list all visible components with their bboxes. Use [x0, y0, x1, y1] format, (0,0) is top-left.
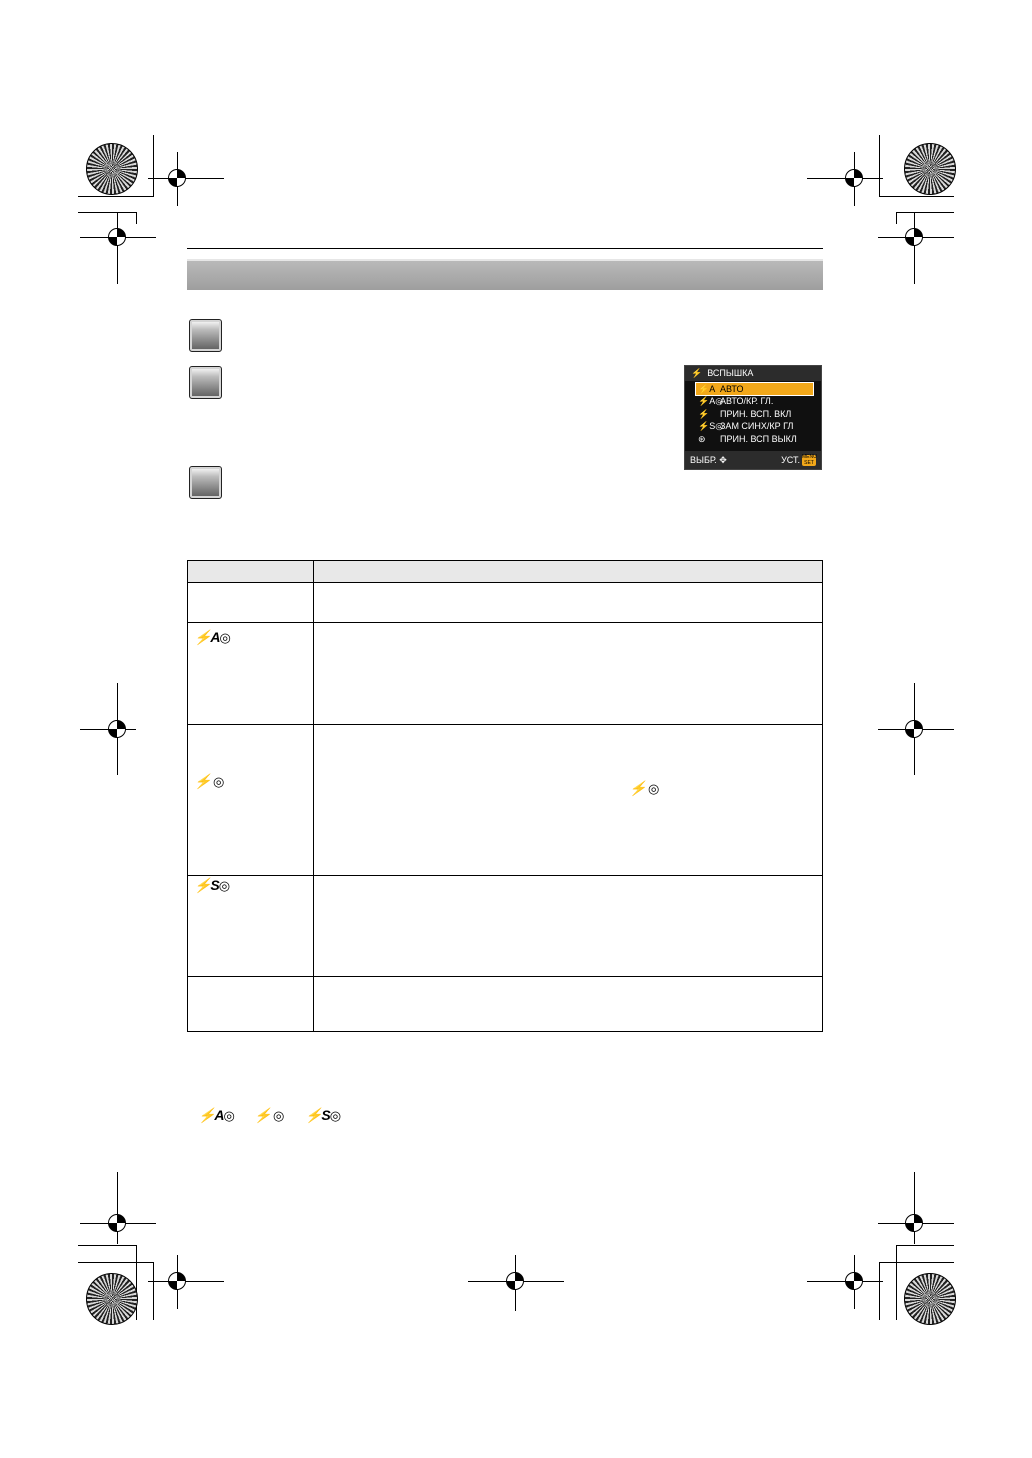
flash-on-redeye-inline-icon: [629, 780, 658, 797]
flash-symbol-text: ⚡: [254, 1107, 271, 1123]
row-divider: [188, 976, 822, 977]
crop-line: [78, 196, 153, 197]
crop-line: [136, 1245, 137, 1320]
flash-icon: ⚡: [691, 368, 703, 378]
footnote-flash-on-redeye-icon: [254, 1107, 283, 1124]
table-header: [188, 561, 822, 583]
eye-icon: ◎: [219, 630, 230, 645]
row-divider: [188, 724, 822, 725]
menu-badge-bottom: SET: [804, 459, 814, 466]
footer-set-label: УСТ.: [781, 455, 800, 465]
crop-line: [896, 212, 897, 224]
eye-icon: ◎: [223, 1108, 234, 1123]
camera-menu-item[interactable]: [696, 420, 813, 432]
step-2-box: [189, 366, 222, 399]
crop-line: [153, 1262, 154, 1320]
column-divider: [313, 561, 314, 1031]
eye-icon: ◎: [645, 781, 659, 796]
crop-line: [879, 135, 880, 197]
crop-line: [879, 1262, 954, 1263]
flash-on-redeye-icon: [194, 773, 223, 790]
camera-menu-title-bar: [685, 366, 821, 381]
flash-off-icon: ⊛: [698, 433, 706, 444]
camera-menu-item[interactable]: [696, 395, 813, 407]
flash-symbol-text: ⚡: [194, 773, 211, 789]
step-1-box: [189, 319, 222, 352]
flash-auto-redeye-icon: ⚡A◎: [698, 396, 724, 407]
row-divider: [188, 875, 822, 876]
camera-menu-item-label: АВТО: [720, 384, 744, 394]
camera-menu-footer: [685, 451, 821, 469]
menu-badge-top: MENU: [802, 454, 817, 461]
flash-auto-redeye-icon: [194, 629, 230, 646]
flash-symbol-text: ⚡A: [198, 1107, 224, 1123]
flash-settings-table: [187, 560, 823, 1032]
flash-slow-sync-icon: ⚡S◎: [698, 421, 724, 432]
camera-menu-title: ВСПЫШКА: [707, 368, 754, 378]
color-target-icon: [86, 1273, 138, 1325]
step-3-box: [189, 466, 222, 499]
flash-symbol-text: ⚡: [629, 780, 646, 796]
camera-menu-item-label: ЗАМ СИНХ/КР ГЛ: [720, 421, 794, 432]
crop-line: [896, 212, 954, 213]
crop-line: [879, 1262, 880, 1320]
flash-auto-icon: ⚡A: [698, 384, 716, 394]
color-target-icon: [904, 143, 956, 195]
flash-on-icon: ⚡: [698, 408, 710, 419]
footnote-flash-auto-redeye-icon: [198, 1107, 234, 1124]
color-target-icon: [904, 1273, 956, 1325]
camera-menu-item-label: ПРИН. ВСП ВЫКЛ: [720, 433, 797, 444]
crop-line: [78, 1262, 153, 1263]
camera-menu-item-label: ПРИН. ВСП. ВКЛ: [720, 408, 792, 419]
camera-menu-item[interactable]: [696, 408, 813, 420]
camera-menu-item[interactable]: [696, 383, 813, 395]
flash-symbol-text: ⚡S: [194, 877, 219, 893]
crop-line: [78, 1245, 136, 1246]
crop-line: [896, 1245, 897, 1320]
crop-line: [879, 196, 954, 197]
crop-line: [896, 1245, 954, 1246]
crop-line: [78, 212, 136, 213]
camera-menu-item[interactable]: [696, 433, 813, 445]
menu-set-icon: [802, 455, 816, 466]
camera-menu-list: [696, 383, 813, 445]
eye-icon: ◎: [210, 774, 224, 789]
crop-line: [136, 212, 137, 224]
flash-symbol-text: ⚡A: [194, 629, 220, 645]
footnote-flash-slow-sync-icon: [305, 1107, 340, 1124]
camera-menu-screenshot: [684, 365, 822, 470]
eye-icon: ◎: [218, 878, 230, 893]
flash-slow-sync-redeye-icon: [194, 877, 229, 894]
row-divider: [188, 622, 822, 623]
camera-menu-item-label: АВТО/КР. ГЛ.: [720, 396, 774, 407]
flash-symbol-text: ⚡S: [305, 1107, 330, 1123]
crop-line: [153, 135, 154, 197]
header-rule: [187, 248, 823, 249]
eye-icon: ◎: [270, 1108, 284, 1123]
footer-select-label: ВЫБР.: [690, 455, 717, 465]
section-banner: [187, 259, 823, 290]
eye-icon: ◎: [329, 1108, 341, 1123]
dpad-icon: ✥: [719, 455, 727, 465]
color-target-icon: [86, 143, 138, 195]
